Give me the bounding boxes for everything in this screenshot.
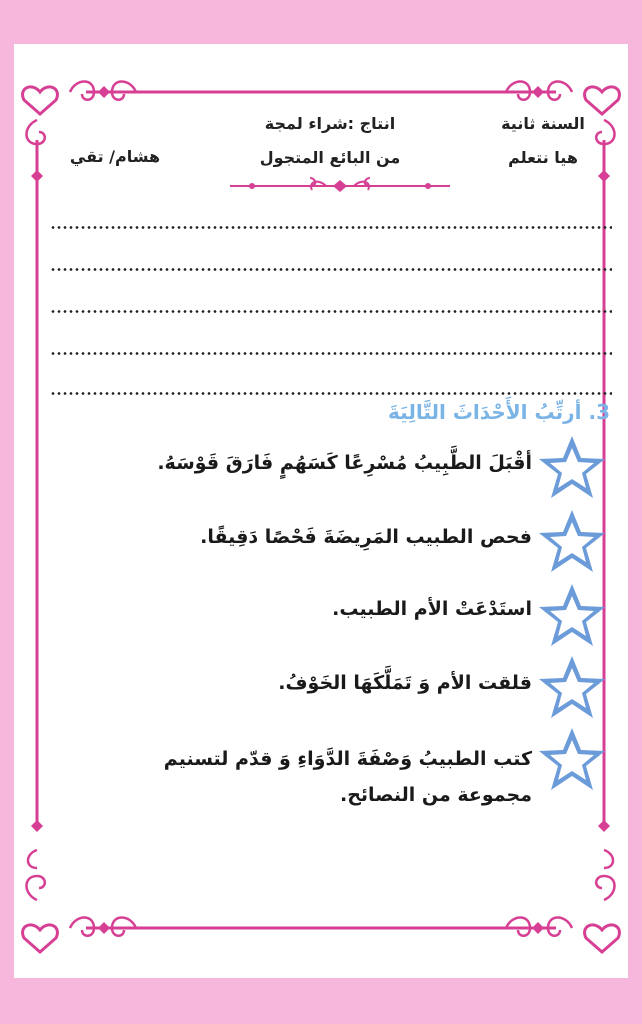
event-item-2: فحص الطبيب المَرِيضَةَ فَحْصًا دَقِيقًا. [200, 526, 532, 548]
event-item-5-cont: مجموعة من النصائح. [339, 784, 532, 806]
writing-line [50, 226, 612, 229]
writing-line [50, 310, 612, 313]
writing-line [50, 392, 612, 395]
star-icon[interactable] [534, 652, 610, 722]
event-item-1: أقْبَلَ الطَّبِيبُ مُسْرِعًا كَسَهُمٍ فَارَقَ قَوْسَهُ. [157, 452, 532, 474]
student-names: هشام/ تقي [69, 147, 161, 166]
subtitle-label: هيا نتعلم [508, 148, 578, 167]
star-icon[interactable] [534, 580, 610, 650]
star-icon[interactable] [534, 432, 610, 502]
grade-block [468, 107, 618, 175]
topic-line-2: من البائع المتجول [259, 148, 401, 167]
topic-block [220, 107, 440, 175]
grade-label: السنة ثانية [501, 114, 585, 133]
event-item-5: كتب الطبيبُ وَصْفَةَ الدَّوَاءِ وَ قدّم لتسنيم [163, 748, 532, 770]
event-item-4: قلقت الأم وَ تَمَلَّكَهَا الخَوْفُ. [278, 672, 532, 694]
topic-line-1: انتاج :شراء لمجة [264, 114, 396, 133]
writing-line [50, 268, 612, 271]
writing-line [50, 352, 612, 355]
star-icon[interactable] [534, 506, 610, 576]
event-item-3: استَدْعَتْ الأم الطبيب. [332, 598, 532, 620]
task-title: 3. أرتِّبُ الأَحْدَاثَ التَّالِيَةَ [388, 400, 610, 424]
star-icon[interactable] [534, 724, 610, 794]
